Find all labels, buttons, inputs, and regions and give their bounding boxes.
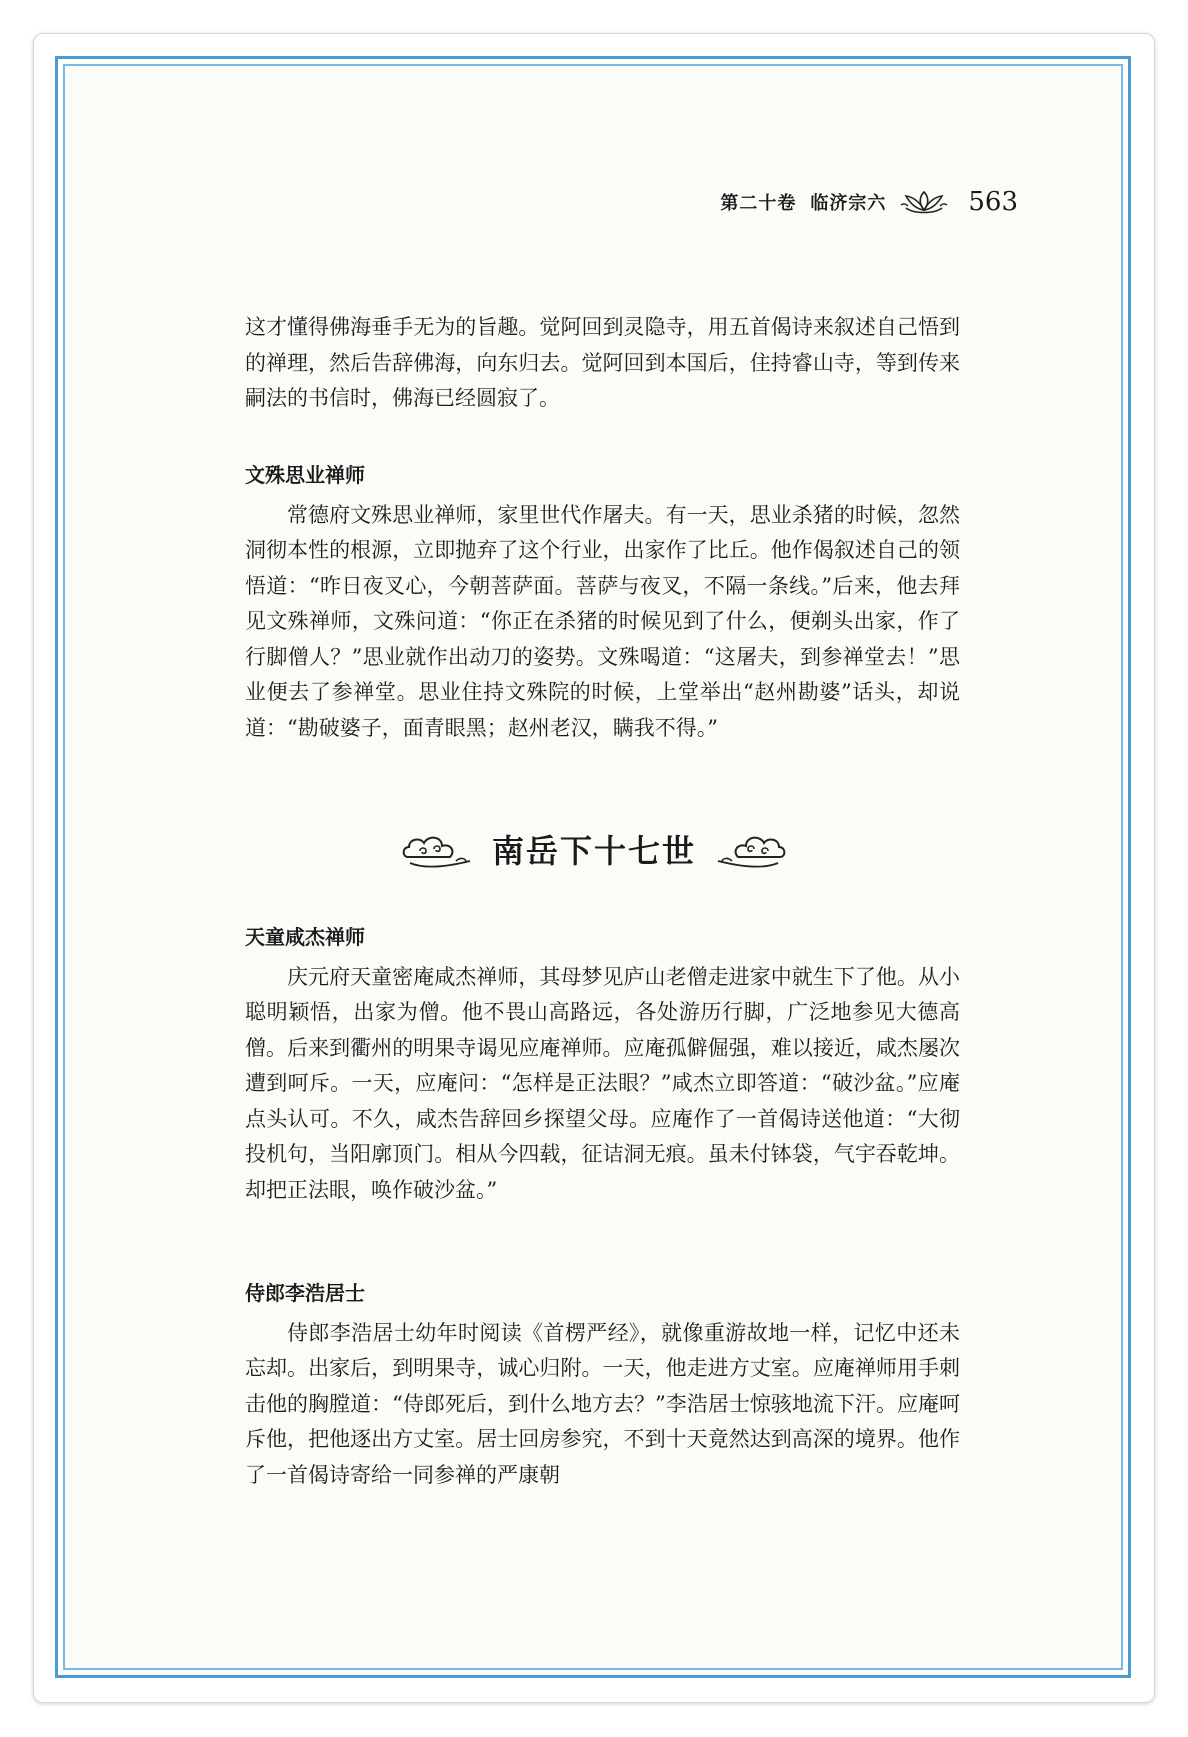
entry-heading: 文殊思业禅师 [245, 463, 365, 487]
entry-heading: 天童咸杰禅师 [245, 925, 365, 949]
cloud-scroll-ornament-icon [716, 827, 788, 871]
continued-text-block [245, 310, 960, 417]
entry-li-hao [245, 1276, 960, 1493]
entry-tiantong [245, 920, 960, 1208]
section-title-text: 南岳下十七世 [491, 832, 696, 870]
running-header [720, 182, 1018, 222]
page-number: 563 [968, 187, 1018, 217]
paragraph-continuation: 这才懂得佛海垂手无为的旨趣。觉阿回到灵隐寺，用五首偈诗来叙述自己悟到的禅理，然后告辞佛海，向东归去。觉阿回到本国后，住持睿山寺，等到传来嗣法的书信时，佛海已经圆寂了。 [245, 315, 960, 410]
entry-paragraph: 庆元府天童密庵咸杰禅师，其母梦见庐山老僧走进家中就生下了他。从小聪明颖悟，出家为僧。他不畏山高路远，各处游历行脚，广泛地参见大德高僧。后来到衢州的明果寺谒见应庵禅师。应庵孤僻倔强，难以接近，咸杰屡次遭到呵斥。一天，应庵问：“怎样是正法眼？”咸杰立即答道：“破沙盆。”应庵点头认可。不久，咸杰告辞回乡探望父母。应庵作了一首偈诗送他道：“大彻投机句，当阳廓顶门。相从今四载，征诘洞无痕。虽未付钵袋，气宇吞乾坤。却把正法眼，唤作破沙盆。” [245, 964, 960, 1202]
header-chapter: 临济宗六 [810, 193, 887, 214]
cloud-scroll-ornament-icon [400, 827, 472, 871]
entry-heading: 侍郎李浩居士 [245, 1281, 365, 1305]
entry-paragraph: 常德府文殊思业禅师，家里世代作屠夫。有一天，思业杀猪的时候，忽然洞彻本性的根源，立即抛弃了这个行业，出家作了比丘。他作偈叙述自己的领悟道：“昨日夜叉心，今朝菩萨面。菩萨与夜叉，不隔一条线。”后来，他去拜见文殊禅师，文殊问道：“你正在杀猪的时候见到了什么，便剃头出家，作了行脚僧人？”思业就作出动刀的姿势。文殊喝道：“这屠夫，到参禅堂去！”思业便去了参禅堂。思业住持文殊院的时候，上堂举出“赵州勘婆”话头，却说道：“勘破婆子，面青眼黑；赵州老汉，瞒我不得。” [245, 502, 960, 740]
entry-paragraph: 侍郎李浩居士幼年时阅读《首楞严经》，就像重游故地一样，记忆中还未忘却。出家后，到明果寺，诚心归附。一天，他走进方丈室。应庵禅师用手刺击他的胸膛道：“侍郎死后，到什么地方去？”李浩居士惊骇地流下汗。应庵呵斥他，把他逐出方丈室。居士回房参究，不到十天竟然达到高深的境界。他作了一首偈诗寄给一同参禅的严康朝 [245, 1320, 960, 1487]
section-title [0, 826, 1188, 872]
header-volume: 第二十卷 [720, 193, 797, 214]
lotus-ornament-icon [900, 188, 948, 216]
entry-wenshu [245, 458, 960, 746]
